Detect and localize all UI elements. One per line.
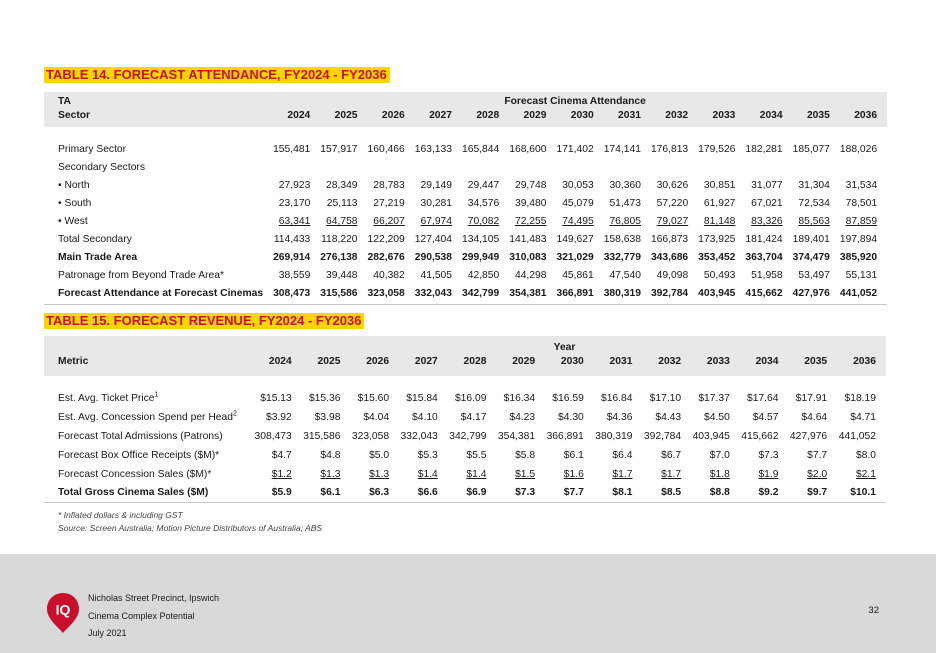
table-cell: 166,873 xyxy=(650,234,689,245)
table-cell: $17.64 xyxy=(746,393,779,405)
table-cell: 276,138 xyxy=(320,252,358,263)
table-cell: 118,220 xyxy=(321,234,358,245)
table-cell: 70,082 xyxy=(467,216,500,227)
header-year: 2029 xyxy=(512,356,536,367)
header-year: 2031 xyxy=(609,356,633,367)
table-cell: $15.60 xyxy=(357,393,390,405)
table-cell: $1.4 xyxy=(417,468,438,480)
header-year: 2033 xyxy=(712,110,736,121)
table-cell: 74,495 xyxy=(562,216,594,227)
table-cell: $2.0 xyxy=(807,468,828,480)
header-year: 2036 xyxy=(853,356,876,367)
table-cell: $9.7 xyxy=(788,484,837,503)
table-cell: 27,219 xyxy=(373,198,405,209)
table-cell: $17.91 xyxy=(795,393,828,405)
table-cell: $7.0 xyxy=(709,449,730,461)
table-cell: 441,052 xyxy=(840,285,887,304)
table-cell: 30,626 xyxy=(656,180,689,191)
table-cell: 67,974 xyxy=(420,216,452,227)
header-year: 2024 xyxy=(268,356,292,367)
table-cell: $6.9 xyxy=(448,484,497,503)
table-cell: 55,131 xyxy=(845,270,878,281)
table-cell: 366,891 xyxy=(546,430,584,442)
table-cell: $4.57 xyxy=(752,412,779,424)
table-cell: $1.9 xyxy=(758,468,779,480)
table-cell: $16.59 xyxy=(552,393,584,405)
table-cell: $16.34 xyxy=(503,393,536,405)
footer-project-name: Nicholas Street Precinct, Ipswich xyxy=(88,593,220,603)
header-year: 2029 xyxy=(523,110,547,121)
table-cell: 354,381 xyxy=(509,285,556,304)
row-label: Patronage from Beyond Trade Area* xyxy=(58,270,224,281)
table-row xyxy=(44,213,887,231)
table-cell: 30,053 xyxy=(562,180,594,191)
table-cell: 51,473 xyxy=(609,198,641,209)
table-cell: $16.09 xyxy=(454,393,487,405)
table-row xyxy=(44,177,887,195)
table-cell: $6.4 xyxy=(612,449,633,461)
table-cell: 188,026 xyxy=(839,144,878,155)
table-cell: 42,850 xyxy=(467,270,500,281)
table-15-title: TABLE 15. FORECAST REVENUE, FY2024 - FY2036 xyxy=(44,313,364,329)
header-year: 2032 xyxy=(665,110,689,121)
row-label: Forecast Concession Sales ($M)* xyxy=(58,468,212,480)
table-row xyxy=(44,428,886,447)
forecast-revenue-table xyxy=(44,336,886,503)
table-row xyxy=(44,231,887,249)
header-year: 2033 xyxy=(706,356,730,367)
table-cell: 53,497 xyxy=(798,270,830,281)
table-cell: 72,255 xyxy=(514,216,547,227)
table-cell: 57,220 xyxy=(656,198,689,209)
table-cell: 332,779 xyxy=(603,252,641,263)
table-cell: 78,501 xyxy=(845,198,878,209)
table-row xyxy=(44,195,887,213)
row-label: Primary Sector xyxy=(58,144,127,155)
table-cell: $7.7 xyxy=(807,449,828,461)
table-cell: 127,404 xyxy=(414,234,452,245)
header-year: 2028 xyxy=(463,356,487,367)
table-cell: 47,540 xyxy=(609,270,641,281)
table-cell: 343,686 xyxy=(650,252,689,263)
table-cell: $3.92 xyxy=(265,412,292,424)
table-cell: 61,927 xyxy=(703,198,736,209)
table-cell: 173,925 xyxy=(698,234,736,245)
table-cell: 332,043 xyxy=(400,430,438,442)
table-cell: 380,319 xyxy=(595,430,633,442)
table-cell: 49,098 xyxy=(656,270,689,281)
table-cell: 392,784 xyxy=(643,430,682,442)
table-cell: $4.23 xyxy=(509,412,536,424)
table-cell: 83,326 xyxy=(751,216,783,227)
table-cell: 374,479 xyxy=(792,252,830,263)
table-cell: $5.0 xyxy=(369,449,390,461)
table-cell: 50,493 xyxy=(703,270,736,281)
table-cell: $1.8 xyxy=(709,468,730,480)
table-cell: 81,148 xyxy=(703,216,736,227)
table-cell: $1.4 xyxy=(466,468,487,480)
table-row xyxy=(44,465,886,484)
table-cell: 308,473 xyxy=(254,430,292,442)
table-cell: 31,534 xyxy=(845,180,878,191)
table-cell: 403,945 xyxy=(692,430,730,442)
table-cell: $1.2 xyxy=(271,468,292,480)
table-cell: 290,538 xyxy=(414,252,452,263)
footnote-inflated: * Inflated dollars & including GST xyxy=(58,510,183,520)
table-cell: 182,281 xyxy=(745,144,783,155)
table-cell: 315,586 xyxy=(320,285,367,304)
table-cell: 155,481 xyxy=(273,144,311,155)
header-year: 2025 xyxy=(334,110,358,121)
table-cell xyxy=(509,159,556,177)
table-header-row xyxy=(44,355,886,376)
table-cell: $15.36 xyxy=(308,393,341,405)
header-metric: Metric xyxy=(58,356,89,367)
header-year: 2031 xyxy=(618,110,641,121)
table-cell: 310,083 xyxy=(509,252,547,263)
table-cell: 44,298 xyxy=(514,270,547,281)
table-cell: $4.04 xyxy=(363,412,390,424)
table-cell: 31,077 xyxy=(751,180,783,191)
table-cell: 160,466 xyxy=(367,144,405,155)
table-cell: $4.64 xyxy=(801,412,828,424)
table-cell: 51,958 xyxy=(751,270,783,281)
table-cell: 72,534 xyxy=(798,198,830,209)
table-14-title: TABLE 14. FORECAST ATTENDANCE, FY2024 - FY2036 xyxy=(44,67,390,83)
table-cell: 39,448 xyxy=(326,270,358,281)
table-cell: 23,170 xyxy=(278,198,311,209)
table-cell: 76,805 xyxy=(609,216,641,227)
row-label: Total Gross Cinema Sales ($M) xyxy=(44,484,253,503)
table-cell: $6.7 xyxy=(661,449,682,461)
table-cell xyxy=(840,159,887,177)
header-year: 2026 xyxy=(381,110,405,121)
footnote-source: Source: Screen Australia; Motion Picture Distributors of Australia; ABS xyxy=(58,523,323,533)
table-cell xyxy=(415,159,462,177)
table-cell: 149,627 xyxy=(556,234,594,245)
table-cell: $3.98 xyxy=(314,412,341,424)
header-year: 2035 xyxy=(806,110,830,121)
table-header-row xyxy=(44,336,886,355)
table-cell: 168,600 xyxy=(509,144,547,155)
header-year: 2030 xyxy=(570,110,594,121)
table-cell: 29,748 xyxy=(514,180,547,191)
table-cell: 353,452 xyxy=(698,252,736,263)
table-cell: $6.6 xyxy=(399,484,448,503)
table-cell: $9.2 xyxy=(740,484,789,503)
row-label: Est. Avg. Ticket Price$^1$ xyxy=(58,391,159,405)
table-cell xyxy=(368,159,415,177)
row-label: • North xyxy=(58,180,90,191)
header-sector: Sector xyxy=(58,110,91,121)
footer-info xyxy=(88,590,219,643)
table-header-row xyxy=(44,109,887,127)
table-row xyxy=(44,267,887,285)
table-cell: $6.1 xyxy=(563,449,584,461)
table-cell: $4.71 xyxy=(850,412,876,424)
table-cell xyxy=(745,159,792,177)
table-cell: $17.37 xyxy=(698,393,730,405)
table-cell: 392,784 xyxy=(651,285,698,304)
table-cell xyxy=(651,159,698,177)
table-cell: $1.3 xyxy=(320,468,341,480)
table-cell: 323,058 xyxy=(368,285,415,304)
table-cell: $2.1 xyxy=(855,468,876,480)
table-cell: $6.3 xyxy=(350,484,399,503)
table-cell: 85,563 xyxy=(798,216,830,227)
header-year: 2036 xyxy=(854,110,878,121)
table-cell: 141,483 xyxy=(509,234,547,245)
table-cell: 114,433 xyxy=(273,234,311,245)
table-cell: $4.8 xyxy=(320,449,341,461)
table-body xyxy=(44,376,886,503)
table-cell: 29,447 xyxy=(467,180,500,191)
row-label: Total Secondary xyxy=(58,234,132,245)
table-cell: 315,586 xyxy=(303,430,341,442)
table-cell: 174,141 xyxy=(603,144,641,155)
table-cell: 45,079 xyxy=(562,198,594,209)
table-cell: 87,859 xyxy=(845,216,878,227)
table-cell: 157,917 xyxy=(320,144,358,155)
table-cell: 63,341 xyxy=(278,216,311,227)
header-year: 2027 xyxy=(414,356,438,367)
table-cell: 308,473 xyxy=(273,285,320,304)
table-cell xyxy=(793,159,840,177)
table-cell xyxy=(698,159,745,177)
table-cell: $1.5 xyxy=(515,468,536,480)
table-header-row xyxy=(44,92,887,109)
table-cell: $10.1 xyxy=(837,484,886,503)
table-cell: $1.7 xyxy=(612,468,633,480)
table-row xyxy=(44,409,886,428)
table-cell: 415,662 xyxy=(741,430,779,442)
table-cell xyxy=(462,159,509,177)
table-cell: 176,813 xyxy=(650,144,689,155)
table-cell: 29,149 xyxy=(420,180,452,191)
row-label: Main Trade Area xyxy=(58,252,138,263)
table-row xyxy=(44,446,886,465)
table-cell: $6.1 xyxy=(302,484,351,503)
table-cell: $18.19 xyxy=(844,393,876,405)
table-cell: 269,914 xyxy=(273,252,311,263)
footer-report-title: Cinema Complex Potential xyxy=(88,610,195,621)
table-cell: $5.9 xyxy=(253,484,302,503)
row-label: Secondary Sectors xyxy=(58,162,145,173)
table-cell: 332,043 xyxy=(415,285,462,304)
table-cell: $7.3 xyxy=(758,449,779,461)
table-cell: $4.10 xyxy=(412,412,438,424)
table-cell: 363,704 xyxy=(745,252,783,263)
table-cell: 441,052 xyxy=(838,430,876,442)
table-cell: $1.6 xyxy=(563,468,584,480)
logo-text: IQ xyxy=(55,601,71,618)
row-label: Forecast Box Office Receipts ($M)* xyxy=(58,449,220,461)
table-cell: 64,758 xyxy=(326,216,358,227)
table-cell: 366,891 xyxy=(556,285,603,304)
table-cell: 427,976 xyxy=(793,285,840,304)
table-cell: $5.8 xyxy=(515,449,536,461)
table-cell: 427,976 xyxy=(789,430,828,442)
iq-logo-icon xyxy=(46,592,80,634)
table-cell: 41,505 xyxy=(420,270,452,281)
row-label: • South xyxy=(58,198,92,209)
table-row xyxy=(44,249,887,267)
table-cell: 321,029 xyxy=(556,252,594,263)
header-year: 2032 xyxy=(658,356,682,367)
table-cell: $5.5 xyxy=(466,449,487,461)
row-label: Forecast Attendance at Forecast Cinemas xyxy=(44,285,273,304)
table-cell: 66,207 xyxy=(373,216,405,227)
table-cell: $8.1 xyxy=(594,484,643,503)
table-cell: 30,360 xyxy=(609,180,641,191)
table-cell: 165,844 xyxy=(462,144,500,155)
table-cell xyxy=(273,159,320,177)
table-cell: $16.84 xyxy=(600,393,633,405)
table-cell: $15.84 xyxy=(406,393,438,405)
row-label: Est. Avg. Concession Spend per Head$^2$ xyxy=(58,410,237,424)
forecast-attendance-table xyxy=(44,92,887,305)
header-year: 2028 xyxy=(476,110,500,121)
table-cell: 30,851 xyxy=(703,180,736,191)
table-cell: $4.7 xyxy=(271,449,292,461)
header-year: 2024 xyxy=(287,110,311,121)
table-cell: 158,638 xyxy=(603,234,641,245)
table-cell: 415,662 xyxy=(745,285,792,304)
table-cell xyxy=(556,159,603,177)
table-cell: 385,920 xyxy=(839,252,878,263)
table-cell: $15.13 xyxy=(260,393,292,405)
table-cell: 179,526 xyxy=(698,144,736,155)
table-cell: 45,861 xyxy=(562,270,594,281)
header-year: 2034 xyxy=(759,110,783,121)
header-year: 2035 xyxy=(804,356,828,367)
table-cell: 122,209 xyxy=(367,234,405,245)
table-cell: 38,559 xyxy=(278,270,311,281)
header-year: 2025 xyxy=(317,356,341,367)
table-cell: $8.8 xyxy=(691,484,740,503)
page-number: 32 xyxy=(868,605,879,616)
table-cell xyxy=(320,159,367,177)
header-year: 2027 xyxy=(429,110,452,121)
table-cell: 30,281 xyxy=(420,198,452,209)
table-cell: $17.10 xyxy=(649,393,682,405)
table-cell: 299,949 xyxy=(462,252,500,263)
table-row xyxy=(44,390,886,409)
header-group: Year xyxy=(553,342,576,353)
table-cell: 323,058 xyxy=(351,430,390,442)
table-row xyxy=(44,484,886,503)
table-cell: 403,945 xyxy=(698,285,745,304)
table-body xyxy=(44,127,887,304)
table-cell: 380,319 xyxy=(604,285,651,304)
table-cell: 185,077 xyxy=(792,144,830,155)
table-cell: 27,923 xyxy=(278,180,311,191)
header-year: 2030 xyxy=(560,356,584,367)
page-footer xyxy=(0,554,936,653)
table-cell: 134,105 xyxy=(462,234,500,245)
table-cell: 354,381 xyxy=(497,430,536,442)
footer-date: July 2021 xyxy=(88,628,127,638)
table-cell: $5.3 xyxy=(417,449,438,461)
table-cell: $8.0 xyxy=(855,449,876,461)
header-group: Forecast Cinema Attendance xyxy=(504,96,646,107)
table-cell: $1.7 xyxy=(661,468,682,480)
table-cell: $4.17 xyxy=(460,412,487,424)
table-cell: 40,382 xyxy=(373,270,405,281)
table-notes xyxy=(58,509,322,535)
table-cell: 181,424 xyxy=(745,234,783,245)
table-row xyxy=(44,285,887,304)
table-cell: 197,894 xyxy=(839,234,878,245)
table-cell: 163,133 xyxy=(414,144,452,155)
table-cell: $7.3 xyxy=(496,484,545,503)
table-cell: 79,027 xyxy=(656,216,689,227)
table-cell: 67,021 xyxy=(751,198,783,209)
header-year: 2026 xyxy=(366,356,390,367)
table-cell: $1.3 xyxy=(369,468,390,480)
row-label: Forecast Total Admissions (Patrons) xyxy=(58,430,223,442)
table-row xyxy=(44,159,887,177)
table-row xyxy=(44,141,887,159)
table-cell: 342,799 xyxy=(449,430,487,442)
header-ta: TA xyxy=(58,96,71,107)
table-cell: $8.5 xyxy=(642,484,691,503)
header-year: 2034 xyxy=(755,356,779,367)
table-cell: 282,676 xyxy=(367,252,405,263)
table-cell: 189,401 xyxy=(792,234,830,245)
table-cell xyxy=(604,159,651,177)
table-cell: $4.50 xyxy=(704,412,730,424)
table-cell: $7.7 xyxy=(545,484,594,503)
table-cell: 39,480 xyxy=(514,198,547,209)
table-cell: 34,576 xyxy=(467,198,500,209)
table-cell: 342,799 xyxy=(462,285,509,304)
row-label: • West xyxy=(58,216,88,227)
table-cell: 28,783 xyxy=(373,180,405,191)
table-cell: $4.30 xyxy=(558,412,584,424)
table-cell: 28,349 xyxy=(326,180,358,191)
table-cell: 171,402 xyxy=(556,144,594,155)
table-cell: 31,304 xyxy=(798,180,830,191)
table-cell: 25,113 xyxy=(326,198,358,209)
table-cell: $4.36 xyxy=(606,412,633,424)
table-cell: $4.43 xyxy=(655,412,682,424)
